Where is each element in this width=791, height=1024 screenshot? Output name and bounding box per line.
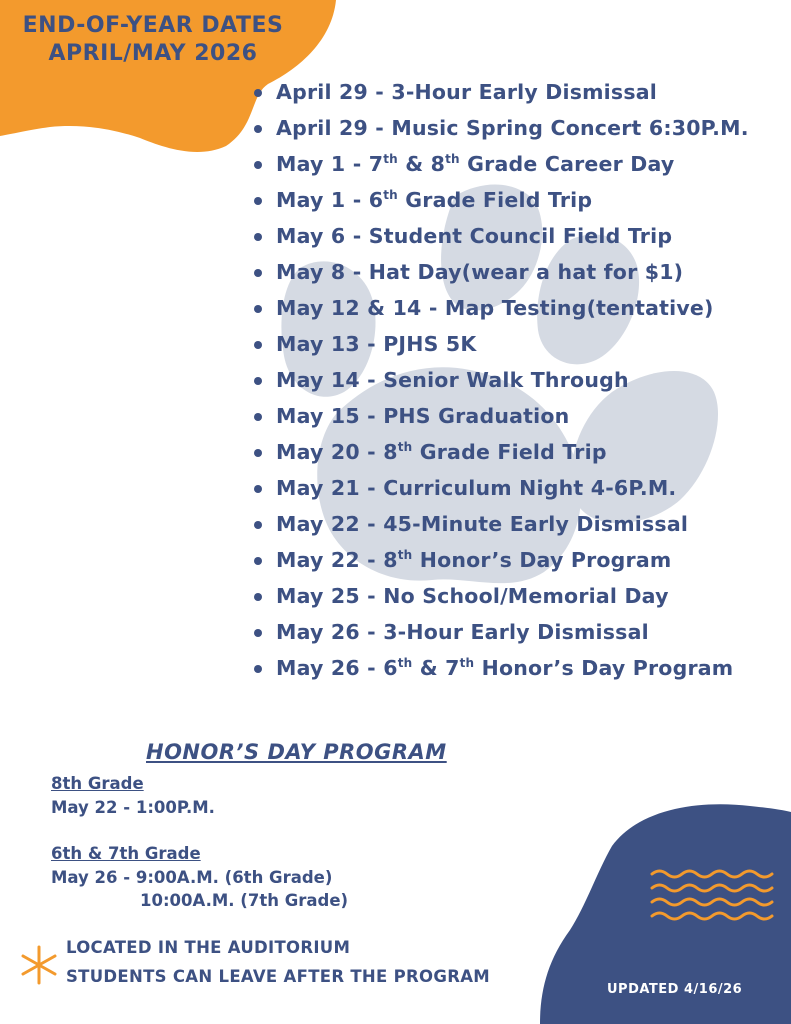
event-item: May 12 & 14 - Map Testing(tentative) — [250, 293, 749, 329]
event-item: May 6 - Student Council Field Trip — [250, 221, 749, 257]
grade8-time: May 22 - 1:00P.M. — [51, 798, 215, 817]
event-item: May 13 - PJHS 5K — [250, 329, 749, 365]
updated-date: UPDATED 4/16/26 — [607, 982, 743, 997]
grade67-time-1: May 26 - 9:00A.M. (6th Grade) — [51, 868, 333, 887]
event-item: May 1 - 7th & 8th Grade Career Day — [250, 149, 749, 185]
event-item: May 20 - 8th Grade Field Trip — [250, 437, 749, 473]
grade67-heading: 6th & 7th Grade — [51, 844, 201, 863]
grade67-time-2: 10:00A.M. (7th Grade) — [140, 891, 349, 910]
grade8-heading: 8th Grade — [51, 774, 144, 793]
event-item: May 14 - Senior Walk Through — [250, 365, 749, 401]
header-line-2: APRIL/MAY 2026 — [48, 41, 258, 66]
event-item: May 26 - 3-Hour Early Dismissal — [250, 617, 749, 653]
location-note: LOCATED IN THE AUDITORIUM — [66, 938, 351, 957]
event-list — [250, 77, 749, 689]
event-item: May 25 - No School/Memorial Day — [250, 581, 749, 617]
asterisk-icon — [18, 944, 60, 986]
event-item: May 15 - PHS Graduation — [250, 401, 749, 437]
honor-program-title: HONOR’S DAY PROGRAM — [146, 740, 447, 764]
header-line-1: END-OF-YEAR DATES — [22, 13, 284, 38]
event-item: May 1 - 6th Grade Field Trip — [250, 185, 749, 221]
event-item: May 22 - 8th Honor’s Day Program — [250, 545, 749, 581]
leave-note: STUDENTS CAN LEAVE AFTER THE PROGRAM — [66, 967, 491, 986]
event-item: May 26 - 6th & 7th Honor’s Day Program — [250, 653, 749, 689]
event-item: May 8 - Hat Day(wear a hat for $1) — [250, 257, 749, 293]
event-item: April 29 - Music Spring Concert 6:30P.M. — [250, 113, 749, 149]
event-item: May 22 - 45-Minute Early Dismissal — [250, 509, 749, 545]
page-header — [0, 12, 306, 68]
event-item: April 29 - 3-Hour Early Dismissal — [250, 77, 749, 113]
orange-waves-icon — [650, 866, 774, 922]
event-item: May 21 - Curriculum Night 4-6P.M. — [250, 473, 749, 509]
